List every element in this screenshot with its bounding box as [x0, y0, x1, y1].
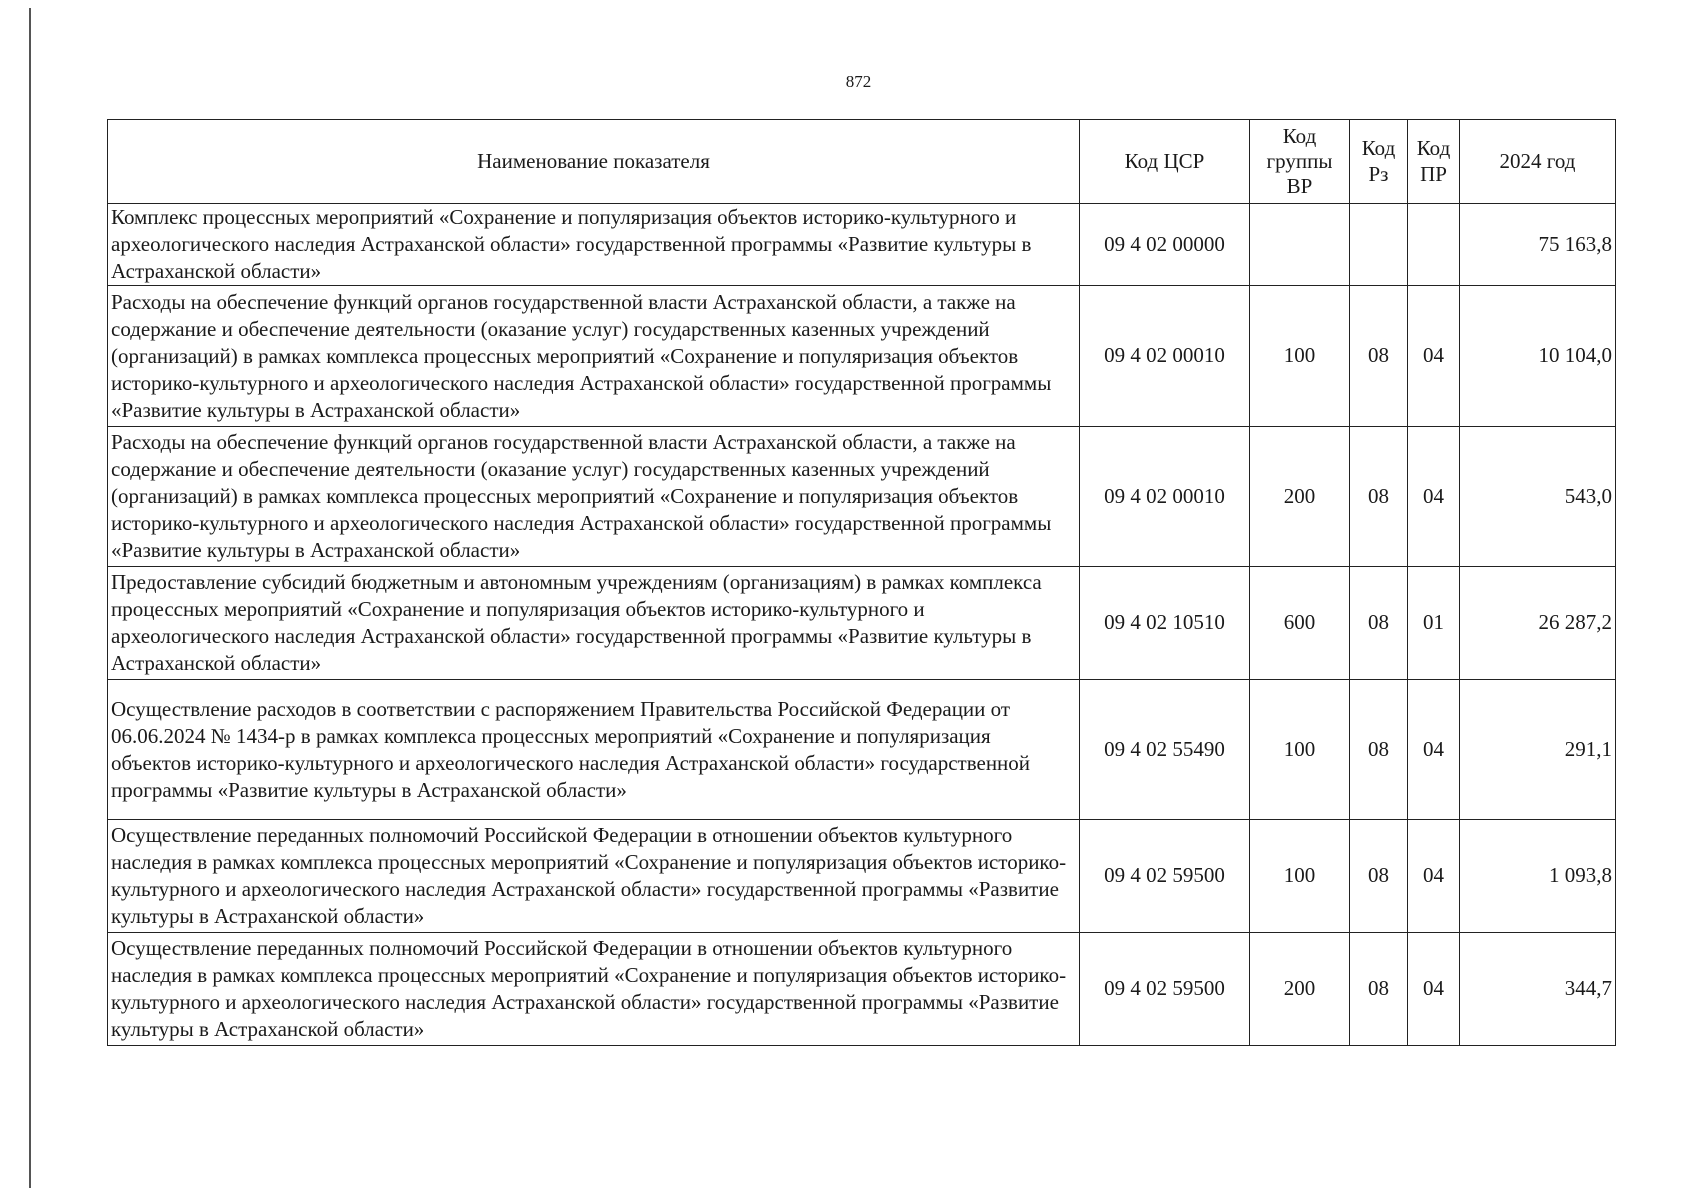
- row-pr-code: 04: [1408, 427, 1460, 567]
- row-rz-code: 08: [1350, 286, 1408, 427]
- table-row: [108, 427, 1616, 567]
- row-amount: 10 104,0: [1460, 286, 1616, 427]
- table-header: [108, 120, 1616, 204]
- row-pr-code: 04: [1408, 286, 1460, 427]
- header-rz-code: Код Рз: [1350, 120, 1408, 204]
- table-row: [108, 933, 1616, 1046]
- header-vr-group-code: Код группы ВР: [1250, 120, 1350, 204]
- row-csr-code: 09 4 02 00000: [1080, 204, 1250, 286]
- row-name: Расходы на обеспечение функций органов государственной власти Астраханской области, а также на содержание и обеспечение деятельности (оказание услуг) государственных казенных учреждений (организаций) в рамках комплекса процессных мероприятий «Сохранение и популяризация объектов историко-культурного и археологического наследия Астраханской области» государственной программы «Развитие культуры в Астраханской области»: [108, 286, 1080, 427]
- table-row: [108, 680, 1616, 820]
- row-vr-code: 200: [1250, 933, 1350, 1046]
- row-pr-code: 04: [1408, 933, 1460, 1046]
- row-name: Комплекс процессных мероприятий «Сохранение и популяризация объектов историко-культурного и археологического наследия Астраханской области» государственной программы «Развитие культуры в Астраханской области»: [108, 204, 1080, 286]
- row-name: Осуществление расходов в соответствии с распоряжением Правительства Российской Федерации от 06.06.2024 № 1434-р в рамках комплекса процессных мероприятий «Сохранение и популяризация объектов историко-культурного и археологического наследия Астраханской области» государственной программы «Развитие культуры в Астраханской области»: [108, 680, 1080, 820]
- table-row: [108, 286, 1616, 427]
- row-vr-code: 100: [1250, 820, 1350, 933]
- row-amount: 344,7: [1460, 933, 1616, 1046]
- row-vr-code: 100: [1250, 286, 1350, 427]
- table-row: [108, 204, 1616, 286]
- row-vr-code: [1250, 204, 1350, 286]
- row-rz-code: [1350, 204, 1408, 286]
- header-year-2024: 2024 год: [1460, 120, 1616, 204]
- row-pr-code: 04: [1408, 680, 1460, 820]
- row-vr-code: 200: [1250, 427, 1350, 567]
- row-name: Расходы на обеспечение функций органов государственной власти Астраханской области, а также на содержание и обеспечение деятельности (оказание услуг) государственных казенных учреждений (организаций) в рамках комплекса процессных мероприятий «Сохранение и популяризация объектов историко-культурного и археологического наследия Астраханской области» государственной программы «Развитие культуры в Астраханской области»: [108, 427, 1080, 567]
- row-amount: 75 163,8: [1460, 204, 1616, 286]
- page-number: 872: [845, 72, 872, 91]
- budget-table: [107, 119, 1616, 1046]
- row-rz-code: 08: [1350, 680, 1408, 820]
- header-pr-code: Код ПР: [1408, 120, 1460, 204]
- row-rz-code: 08: [1350, 427, 1408, 567]
- header-csr-code: Код ЦСР: [1080, 120, 1250, 204]
- header-indicator-name: Наименование показателя: [108, 120, 1080, 204]
- header-row: [108, 120, 1616, 204]
- row-csr-code: 09 4 02 10510: [1080, 567, 1250, 680]
- row-rz-code: 08: [1350, 933, 1408, 1046]
- row-csr-code: 09 4 02 00010: [1080, 286, 1250, 427]
- row-rz-code: 08: [1350, 820, 1408, 933]
- row-name: Осуществление переданных полномочий Российской Федерации в отношении объектов культурного наследия в рамках комплекса процессных мероприятий «Сохранение и популяризация объектов историко-культурного и археологического наследия Астраханской области» государственной программы «Развитие культуры в Астраханской области»: [108, 933, 1080, 1046]
- row-csr-code: 09 4 02 59500: [1080, 820, 1250, 933]
- row-amount: 26 287,2: [1460, 567, 1616, 680]
- row-name: Предоставление субсидий бюджетным и автономным учреждениям (организациям) в рамках комплекса процессных мероприятий «Сохранение и популяризация объектов историко-культурного и археологического наследия Астраханской области» государственной программы «Развитие культуры в Астраханской области»: [108, 567, 1080, 680]
- row-name: Осуществление переданных полномочий Российской Федерации в отношении объектов культурного наследия в рамках комплекса процессных мероприятий «Сохранение и популяризация объектов историко-культурного и археологического наследия Астраханской области» государственной программы «Развитие культуры в Астраханской области»: [108, 820, 1080, 933]
- row-rz-code: 08: [1350, 567, 1408, 680]
- scan-edge-line: [29, 8, 31, 1188]
- row-amount: 291,1: [1460, 680, 1616, 820]
- table-row: [108, 820, 1616, 933]
- row-vr-code: 100: [1250, 680, 1350, 820]
- row-pr-code: 01: [1408, 567, 1460, 680]
- row-vr-code: 600: [1250, 567, 1350, 680]
- row-csr-code: 09 4 02 00010: [1080, 427, 1250, 567]
- table-row: [108, 567, 1616, 680]
- row-csr-code: 09 4 02 55490: [1080, 680, 1250, 820]
- table-body: [108, 204, 1616, 1046]
- row-amount: 1 093,8: [1460, 820, 1616, 933]
- row-amount: 543,0: [1460, 427, 1616, 567]
- row-pr-code: [1408, 204, 1460, 286]
- row-pr-code: 04: [1408, 820, 1460, 933]
- row-csr-code: 09 4 02 59500: [1080, 933, 1250, 1046]
